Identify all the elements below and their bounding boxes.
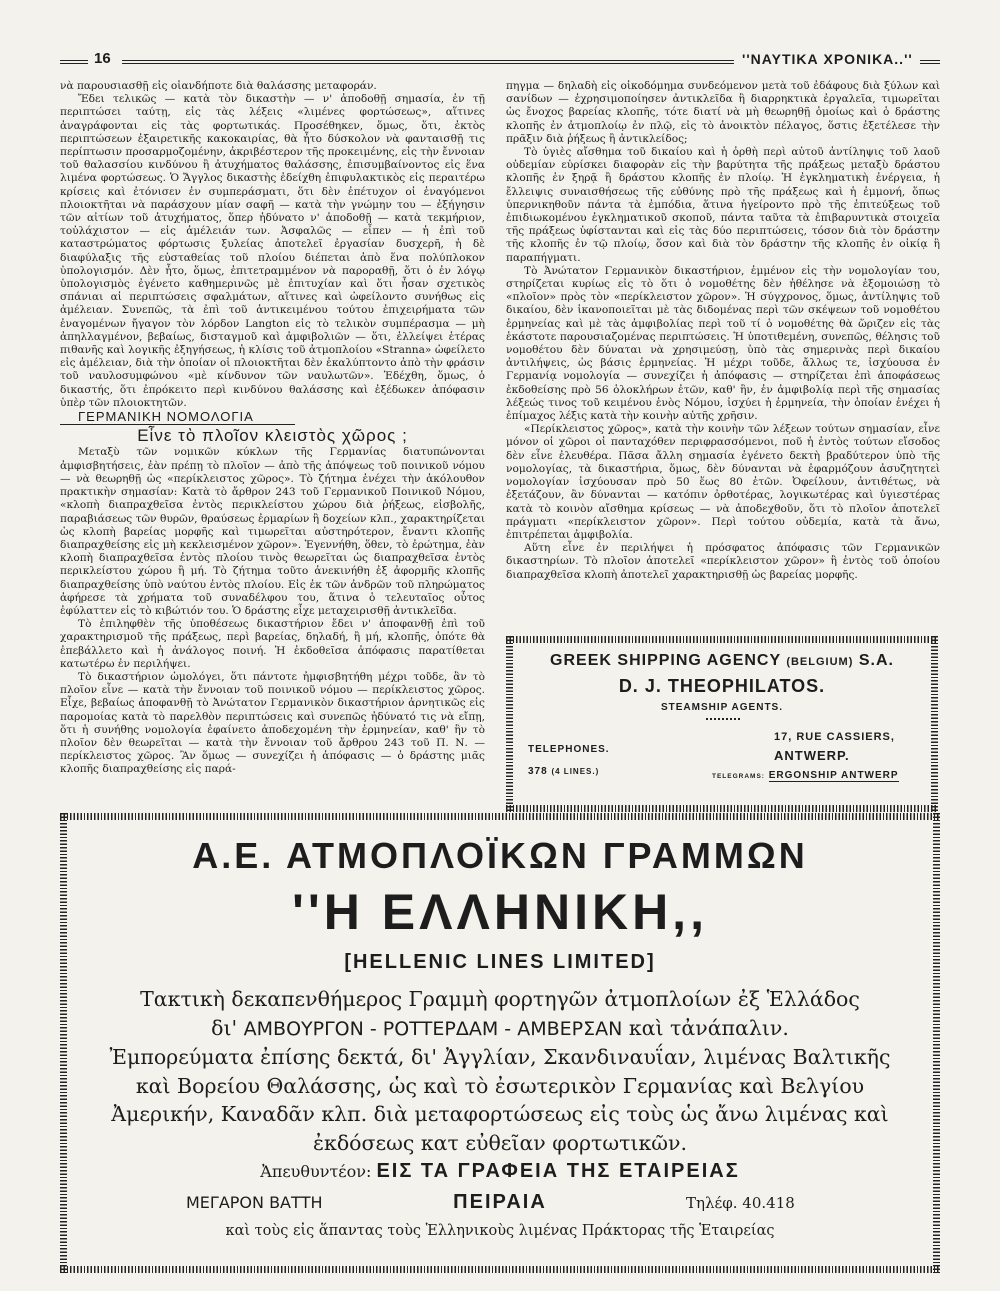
service-details: Ἐμπορεύματα ἐπίσης δεκτά, δι' Ἀγγλίαν, Σκανδιναυΐαν, λιμένας Βαλτικῆς καὶ Βορείου Θαλάσσης, ὡς καὶ τὸ ἐσωτερικὸν Γερμανίας καὶ Βελγίου Ἀμερικήν, Καναδᾶν κλπ. διὰ μεταφορτώσεως εἰς τοὺς ὡς ἄνω λιμένας καὶ ἐκδόσεως κατ εὐθεῖαν φορτωτικῶν. — [109, 1045, 891, 1155]
agency-owner: D. J. THEOPHILATOS. — [618, 676, 826, 696]
service-description — [90, 985, 910, 1157]
paragraph: νὰ παρουσιασθῇ εἰς οἱανδήποτε διὰ θαλάσσης μεταφοράν. — [60, 80, 377, 92]
running-header — [60, 50, 940, 72]
dotted-divider — [706, 718, 740, 720]
agency-suffix: S.A. — [858, 652, 894, 669]
ad-border-bottom — [60, 1266, 940, 1273]
telephone-lines: (4 LINES.) — [551, 767, 600, 776]
telephone-number — [528, 766, 599, 777]
telephone-number-value: 378 — [528, 766, 548, 777]
paragraph: Τὸ ὑγιὲς αἴσθημα τοῦ δικαίου καὶ ἡ ὀρθὴ περὶ αὐτοῦ ἀντίληψις τοῦ λαοῦ οὐδεμίαν εὑρίσκει διαφορὰν εἰς τὴν βαρύτητα τῆς πράξεως μεταξὺ δράστου κλοπῆς ἐν ξηρᾷ ἢ δράστου κλοπῆς ἐν πλοίῳ. Ἡ ἐγκληματικὴ ἐνέργεια, ἡ ἔλλειψις συναισθήσεως τῆς εὐθύνης πρὸ τῆς πράξεως καὶ ἡ ἐμμονή, ὅπως ὑπερνικηθοῦν πάντα τὰ ἐμπόδια, ἅτινα ἠγείροντο πρὸ τῆς ἐπιτεύξεως τοῦ ἐπιδιωκομένου ἐγκληματικοῦ σκοποῦ, πάντα ταῦτα τὰ ἐπιβαρυντικὰ στοιχεῖα τῆς πράξεως ὑφίστανται καὶ εἰς τὰς δύο περιπτώσεις, τόσον διὰ τὸν δράστην τῆς κλοπῆς ἐν τῷ πλοίῳ, ὅσον καὶ διὰ τὸν δράστην τῆς κλοπῆς ἐν οἰκίᾳ ἢ παραπήγματι. — [506, 146, 940, 264]
greek-shipping-agency-ad — [506, 636, 938, 812]
contact-line — [60, 1160, 940, 1183]
paragraph: Αὕτη εἶνε ἐν περιλήψει ἡ πρόσφατος ἀπόφασις τῶν Γερμανικῶν δικαστηρίων. Τὸ πλοῖον ἀποτελεῖ «περίκλειστον χῶρον» ἢ ἐντὸς τοῦ ὁποίου διαπραχθεῖσα κλοπὴ ἀποτελεῖ χαρακτηρισθῇ ὡς βαρείας μορφῆς. — [506, 542, 940, 581]
paragraph: Τὸ Ἀνώτατον Γερμανικὸν δικαστήριον, ἐμμένον εἰς τὴν νομολογίαν του, στηρίζεται κυρίως εἰς τὸ ὅτι ὁ νομοθέτης δὲν ἠθέλησε νὰ ἐξομοιώσῃ τὸ «πλοῖον» πρὸς τὸν «περίκλειστον χῶρον». Ἡ σύγχρονος, ὅμως, ἀντίληψις τοῦ δικαίου, δὲν ἱκανοποιεῖται μὲ τὰς διδομένας περὶ τῶν σκέψεων τοῦ νομοθέτου ἑρμηνείας καὶ μὲ τὰς ἀμφιβολίας περὶ τοῦ τί ὁ νομοθέτης θὰ ὥριζεν εἰς τὰς ἑκάστοτε παρουσιαζομένας περιπτώσεις. Ἡ ὑποτιθεμένη, συνεπῶς, θέλησις τοῦ νομοθέτου δὲν δύναται νὰ χρησιμεύσῃ, ὑπὸ τὰς σημερινὰς περὶ δικαίου ἀντιλήψεις, ὡς βάσις ἑρμηνείας. Ἡ μέχρι τοῦδε, ἄλλως τε, ἰσχύουσα ἐν Γερμανίᾳ νομολογία — συνεχίζει ἡ ἀπόφασις — στηρίζεται ἐπὶ ἀποφάσεως ἐκδοθείσης πρὸ 56 ὁλοκλήρων ἐτῶν, καθ' ἣν, ἐν ἀμφιβολίᾳ περὶ τῆς σημασίας λέξεώς τινος τοῦ κειμένου ἑνὸς Νόμου, ἰσχύει ἡ ἑρμηνεία, τὴν ὁποίαν ἐνέχει ἡ ἐπίμαχος λέξις κατὰ τὴν κοινὴν αὐτῆς χρῆσιν. — [506, 264, 940, 423]
paragraph: Μεταξὺ τῶν νομικῶν κύκλων τῆς Γερμανίας διατυπώνονται ἀμφισβητήσεις, ἐὰν πρέπῃ τὸ πλοῖον — ἀπὸ τῆς ἀπόψεως τοῦ ποινικοῦ νόμου — νὰ θεωρηθῇ ὡς «περίκλειστος χῶρος». Τὸ ζήτημα ἐνέχει τὴν ἀκόλουθον πρακτικὴν σημασίαν: Κατὰ τὸ ἄρθρον 243 τοῦ Γερμανικοῦ Ποινικοῦ Νόμου, «κλοπὴ διαπραχθεῖσα ἐντὸς περικλείστου χώρου διὰ ῥήξεως, εἰσβολῆς, παραβιάσεως τῶν θυρῶν, θραύσεως ἐρμαρίων ἢ δοχείων κλπ., χαρακτηρίζεται ὡς κλοπὴ βαρείας μορφῆς καὶ τιμωρεῖται αὐστηρότερον, ἔναντι κλοπῆς διαπραχθείσης εἰς μὴ κεκλεισμένον χῶρον». Ἐγεννήθη, ὅθεν, τὸ ἐρώτημα, ἐὰν κλοπὴ διαπραχθεῖσα ἐντὸς πλοίου τινὸς θεωρεῖται ὡς διαπραχθεῖσα ἐντὸς περικλείστου χώρου ἢ μή. Τὸ ζήτημα τοῦτο ἀνεκινήθη ἐξ ἀφορμῆς κλοπῆς διαπραχθείσης ὑπὸ ναύτου ἐντὸς πλοίου. Εἰς ἐκ τῶν ἀνδρῶν τοῦ πληρώματος ἀφήρεσε τὰ χρήματα τοῦ συναδέλφου του, ἅτινα ὁ τελευταῖος οὗτος ἐφύλαττεν εἰς τὸ κιβώτιόν του. Ὁ δράστης εἶχε μεταχειρισθῇ ἀντικλεῖδα. — [60, 446, 485, 617]
service-line-1: Τακτικὴ δεκαπενθήμερος Γραμμὴ φορτηγῶν ἀτμοπλοίων ἐξ Ἑλλάδος — [140, 987, 860, 1011]
hellenic-lines-ad — [60, 813, 940, 1273]
left-column — [60, 80, 485, 777]
company-brand: ''Η ΕΛΛΗΝΙΚΗ,, — [292, 884, 708, 940]
company-english-name: [HELLENIC LINES LIMITED] — [344, 951, 656, 973]
contact-target: ΕΙΣ ΤΑ ΓΡΑΦΕΙΑ ΤΗΣ ΕΤΑΙΡΕΙΑΣ — [376, 1160, 740, 1182]
telegram-address: ERGONSHIP ANTWERP — [768, 770, 899, 781]
agency-country: (BELGIUM) — [786, 656, 854, 668]
telegrams-label: TELEGRAMS: — [712, 773, 765, 780]
agency-city: ANTWERP. — [774, 748, 850, 763]
service-line-2 — [90, 1014, 910, 1044]
ad-border-top — [60, 813, 940, 820]
paragraph: «Περίκλειστος χῶρος», κατὰ τὴν κοινὴν τῶν λέξεων τούτων σημασίαν, εἶνε μόνον οἱ χῶροι οἱ πανταχόθεν περιφρασσόμενοι, ποῦ ἡ ἐντὸς τούτων εἴσοδος δὲν εἶνε ἐλευθέρα. Πᾶσα ἄλλη σημασία ἐγένετο δεκτὴ βραδύτερον ὑπὸ τῆς νομολογίας, τὰ δικαστήρια, ὅμως, δὲν δύνανται νὰ ἐφαρμόζουν ἀσυζητητεὶ νομολογίαν ἰσχύουσαν πρὸ 50 ἕως 80 ἐτῶν. Ὀφείλουν, ἀντιθέτως, νὰ ἐξετάζουν, ἂν δύνανται — κατόπιν ὀρθοτέρας, λογικωτέρας καὶ ὑγιεστέρας κατὰ τὸ κοινὸν αἴσθημα κρίσεως — νὰ ἀποδεχθοῦν, ὅτι τὸ πλοῖον ἀποτελεῖ πράγματι «περίκλειστον χῶρον». Περὶ τούτου οὐδεμία, κατὰ τὰ ἄνω, ἐπιτρέπεται ἀμφιβολία. — [506, 423, 940, 541]
agents-footer: καὶ τοὺς εἰς ἅπαντας τοὺς Ἑλληνικοὺς λιμένας Πράκτορας τῆς Ἑταιρείας — [225, 1223, 775, 1239]
paragraph: Τὸ ἐπιληφθὲν τῆς ὑποθέσεως δικαστήριον ἔδει ν' ἀποφανθῇ ἐπὶ τοῦ χαρακτηρισμοῦ τῆς πράξεως, περὶ βαρείας, δηλαδή, ἢ μή, κλοπῆς, ὁπότε θὰ ἐπεβάλλετο καὶ ἡ ἀνάλογος ποινή. Ἡ ἐκδοθεῖσα ἀπόφασις παρατίθεται κατωτέρω ἐν περιλήψει. — [60, 618, 485, 670]
right-column — [506, 80, 940, 582]
office-phone: Τηλέφ. 40.418 — [686, 1194, 795, 1212]
office-building: ΜΕΓΑΡΟΝ ΒΑΤΤΗ — [186, 1193, 323, 1212]
telephones-label: TELEPHONES. — [528, 744, 610, 755]
service-route-suffix: καὶ τἀνάπαλιν. — [628, 1015, 789, 1040]
telegram-line — [712, 770, 899, 781]
header-rule-middle — [122, 60, 734, 64]
agency-role: STEAMSHIP AGENTS. — [660, 702, 783, 713]
ad-border-top — [506, 636, 938, 643]
contact-label: Ἀπευθυντέον: — [260, 1162, 372, 1181]
journal-title: ''ΝΑΥΤΙΚΑ ΧΡΟΝΙΚΑ..'' — [742, 51, 913, 67]
office-city: ΠΕΙΡΑΙΑ — [453, 1191, 547, 1213]
agency-name — [506, 652, 938, 670]
agency-street: 17, RUE CASSIERS, — [774, 731, 895, 743]
article-title: Εἶνε τὸ πλοῖον κλειστὸς χῶρος ; — [137, 426, 408, 446]
company-line-1: Α.Ε. ΑΤΜΟΠΛΟΪΚΩΝ ΓΡΑΜΜΩΝ — [192, 835, 808, 876]
paragraph: Ἔδει τελικῶς — κατὰ τὸν δικαστὴν — ν' ἀποδοθῇ σημασία, ἐν τῇ περιπτώσει ταύτῃ, εἰς τὰς λέξεις «λιμένες φορτώσεως», αἵτινες ἀναγράφονται εἰς τὰς φορτωτικάς. Προσέθηκεν, ὅμως, ὅτι, ἐκτὸς περιπτώσεων ἐξαιρετικῆς κακοκαιρίας, θὰ ἦτο δύσκολον νὰ φανταισθῇ τις περίπτωσιν προσαρμοζομένην, ἀκριβέστερον τῆς προκειμένης, εἰς τὴν ἔννοιαν τοῦ θαλασσίου κινδύνου ἢ ἀτυχήματος θαλάσσης, ἐπισυμβαίνοντος εἰς ἕνα λιμένα φορτώσεως. Ὁ Ἄγγλος δικαστὴς ἐδείχθη ἐπιφυλακτικὸς εἰς περαιτέρω κρίσεις καὶ ἐτόνισεν ἐν συμπεράσματι, ὅτι δὲν ἐπέτυχον οἱ ἐναγόμενοι πλοιοκτῆται νὰ παράσχουν μίαν σαφῆ — κατὰ τὴν γνώμην του — ἐξήγησιν τῶν αἰτίων τοῦ ἀτυχήματος, ὅπερ ἠδύνατο ν' ἀποδοθῇ — κατὰ τεκμήριον, τοὐλάχιστον — εἰς ἀμέλειάν των. Ἀσφαλῶς — εἶπεν — ἡ ἐπὶ τοῦ καταστρώματος φόρτωσις ξυλείας ἀποτελεῖ ἐργασίαν δυσχερῆ, ἡ δὲ διαφύλαξις τῆς εὐσταθείας τοῦ πλοίου διέπεται ἀπὸ ἕνα πολύπλοκον ὑπολογισμόν. Δὲν ἦτο, ὅμως, ἐπιτετραμμένον νὰ παροραθῇ, ὅτι ὁ ἐν λόγῳ ὑπολογισμὸς ἐγένετο καθημερινῶς μὲ ἐπιτυχίαν καὶ ὅτι ἦσαν σχετικὸς σπάνιαι αἱ περιπτώσεις σφαλμάτων, αἵτινες καὶ ὠφείλοντο συνήθως εἰς ἀμέλειαν. Συνεπῶς, τὰ ἐπὶ τοῦ ἀντικειμένου τούτου ἐπιχειρήματα τῶν ἐναγομένων ἤγαγον τὸν λόρδον Langton εἰς τὸ τελικὸν συμπέρασμα — μὴ ἀπηλλαγμένον, βεβαίως, δισταγμοῦ καὶ ἀμφιβολιῶν — ὅτι, ἐλλείψει ἑτέρας πιθανῆς καὶ λογικῆς ἐξηγήσεως, ἡ κλίσις τοῦ ἀτμοπλοίου «Stranna» ὠφείλετο εἰς ἀμέλειαν, διὰ τὴν ὁποίαν οἱ πλοιοκτῆται δὲν ἐκαλύπτοντο ἀπὸ τὴν φράσιν τοῦ ναυλοσυμφώνου «μὲ κίνδυνον τῶν ναυλωτῶν». Ἐδέχθη, ὅμως, ὁ δικαστής, ὅτι ἐπρόκειτο περὶ κινδύνου θαλάσσης καὶ ἐξέδωκεν ἀπόφασιν ὑπὲρ τῶν πλοιοκτητῶν. — [60, 93, 485, 409]
section-heading-underline — [60, 424, 295, 425]
service-route: ΑΜΒΟΥΡΓΟΝ - ΡΟΤΤΕΡΔΑΜ - ΑΜΒΕΡΣΑΝ — [243, 1017, 623, 1040]
agency-name-main: GREEK SHIPPING AGENCY — [550, 652, 781, 669]
paragraph: πηγμα — δηλαδὴ εἰς οἰκοδόμημα συνδεόμενον μετὰ τοῦ ἐδάφους διὰ ξύλων καὶ σανίδων — ἐχρησιμοποίησεν ἀντικλεῖδα ἢ διαρρηκτικὰ ἐργαλεῖα, τιμωρεῖται ὡς ἔνοχος βαρείας κλοπῆς, τότε διατί νὰ μὴ θεωρηθῇ ὁμοίως καὶ ὁ δράστης κλοπῆς ἐν ἀτμοπλοίῳ ἐν πλῷ, εἰς τὸ ἀνοικτὸν πέλαγος, ὅστις ἐξετέλεσε τὴν πρᾶξιν διὰ ῥήξεως ἢ ἀντικλείδος; — [506, 80, 940, 145]
ad-border-bottom — [506, 805, 938, 812]
paragraph: Τὸ δικαστήριον ὡμολόγει, ὅτι πάντοτε ἠμφισβητήθη μέχρι τοῦδε, ἂν τὸ πλοῖον εἶνε — κατὰ τὴν ἔννοιαν τοῦ ποινικοῦ νόμου — περίκλειστος χῶρος. Εἶχε, βεβαίως ἀποφανθῇ τὸ Ἀνώτατον Γερμανικὸν δικαστήριον ἀρνητικῶς εἰς παρομοίας κατὰ τὸ παρελθὸν περιπτώσεις καὶ συνεπῶς ἠδύνατό τις νὰ εἴπῃ, ὅτι ἡ συνήθης νομολογία ἐφαίνετο ἀποδεχομένη τὴν ἑρμηνείαν, καθ' ἣν τὸ πλοῖον δὲν θεωρεῖται — κατὰ τὴν ἔννοιαν τοῦ ἄρθρου 243 τοῦ Π. Ν. — περίκλειστος χῶρος. Ἂν ὅμως — συνεχίζει ἡ ἀπόφασις — ὁ δράστης μιᾶς κλοπῆς διαπραχθείσης εἰς παρά- — [60, 670, 485, 776]
header-rule-right — [920, 60, 940, 64]
page-number: 16 — [94, 50, 111, 67]
header-rule-left — [60, 60, 88, 64]
section-heading: ΓΕΡΜΑΝΙΚΗ ΝΟΜΟΛΟΓΙΑ — [78, 409, 254, 425]
service-route-prefix: δι' — [211, 1015, 238, 1040]
